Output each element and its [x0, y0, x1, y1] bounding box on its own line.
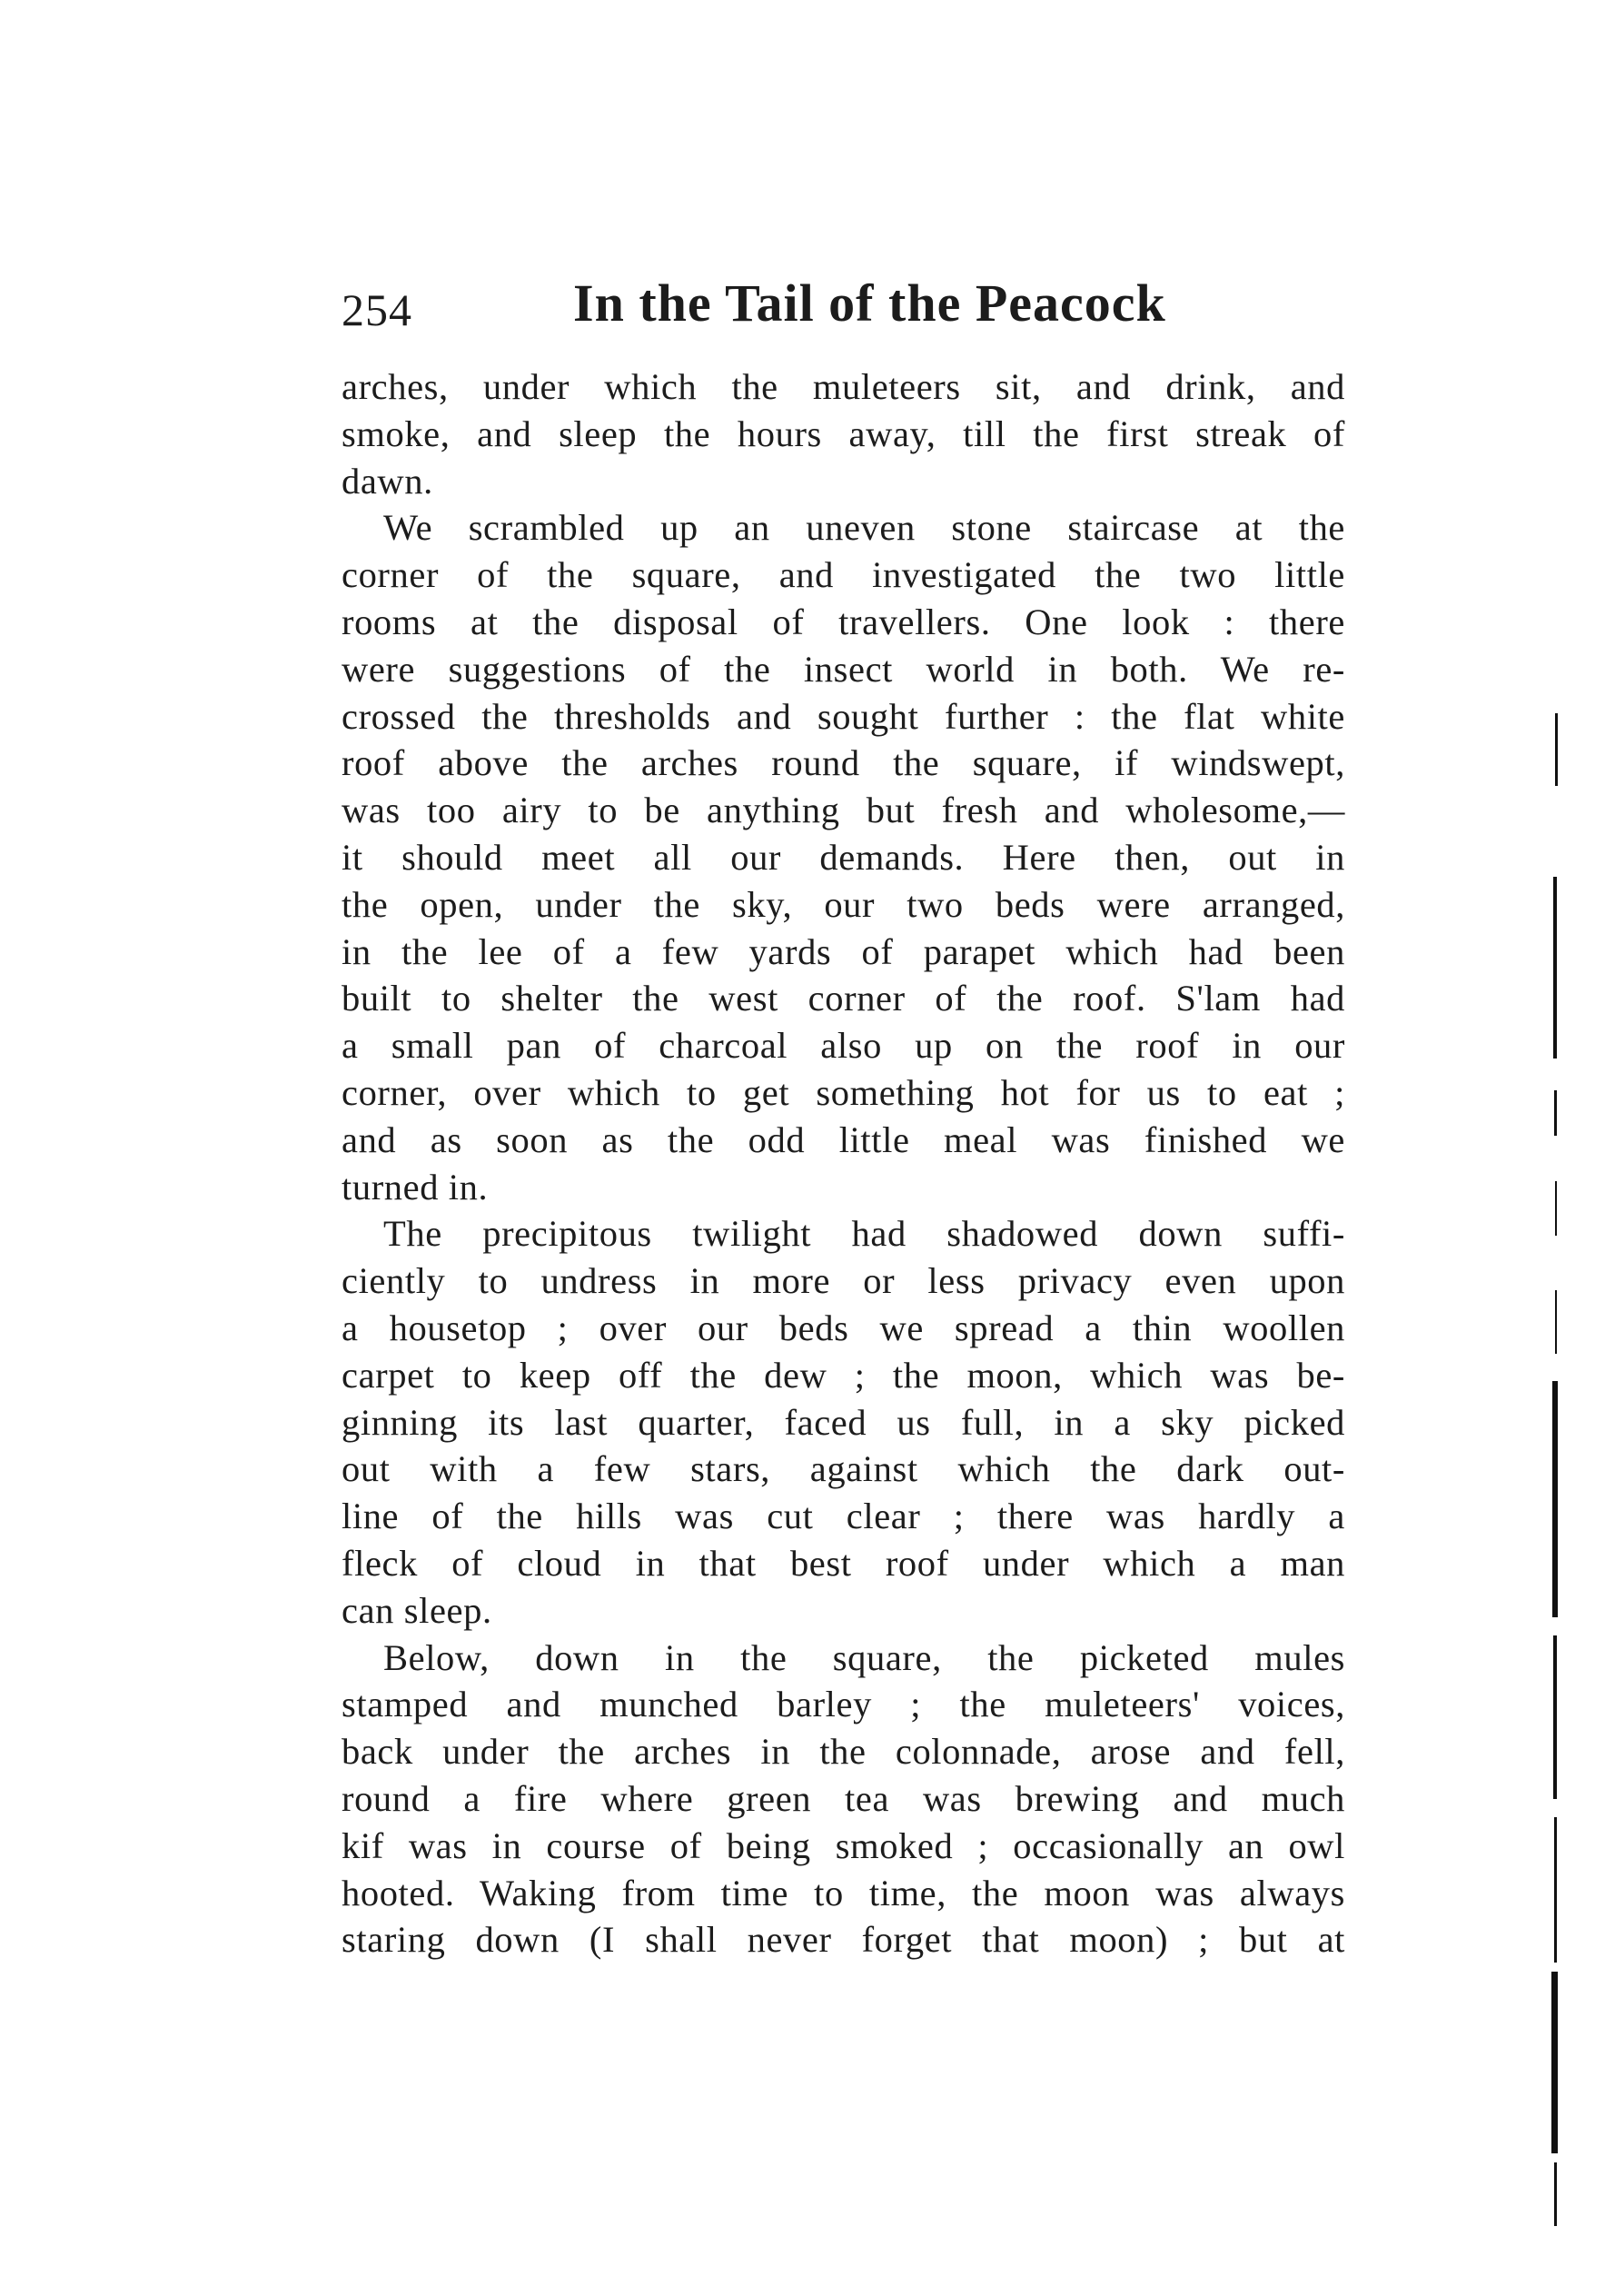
text-line: corner of the square, and investigated the two little: [342, 554, 1345, 596]
text-line: built to shelter the west corner of the roof. S'lam had: [342, 978, 1345, 1019]
text-line: can sleep.: [342, 1589, 492, 1631]
text-line: roof above the arches round the square, if windswept,: [342, 742, 1345, 784]
text-line: stamped and munched barley ; the muleteers' voices,: [342, 1684, 1345, 1725]
text-line: the open, under the sky, our two beds were arranged,: [342, 883, 1345, 925]
text-line: dawn.: [342, 460, 433, 502]
page-number: 254: [342, 284, 412, 335]
text-line: and as soon as the odd little meal was finished we: [342, 1118, 1345, 1160]
text-line: staring down (I shall never forget that moon) ; but at: [342, 1919, 1345, 1961]
text-line: round a fire where green tea was brewing and much: [342, 1777, 1345, 1819]
scan-edge-mark: [1554, 2162, 1557, 2226]
text-line: corner, over which to get something hot for us to eat ;: [342, 1071, 1345, 1113]
text-line: arches, under which the muleteers sit, and drink, and: [342, 366, 1345, 407]
text-line: were suggestions of the insect world in both. We re-: [342, 648, 1345, 690]
text-line: ciently to undress in more or less privacy even upon: [342, 1260, 1345, 1302]
text-line: carpet to keep off the dew ; the moon, which was be-: [342, 1354, 1345, 1396]
page-header: [342, 273, 1386, 345]
text-line: Below, down in the square, the picketed mules: [383, 1636, 1345, 1678]
text-line: a small pan of charcoal also up on the roof in our: [342, 1025, 1345, 1067]
scan-edge-mark: [1554, 1090, 1557, 1136]
text-line: back under the arches in the colonnade, arose and fell,: [342, 1731, 1345, 1773]
text-line: The precipitous twilight had shadowed down suffi-: [383, 1213, 1345, 1255]
scan-edge-mark: [1555, 1290, 1557, 1354]
text-line: a housetop ; over our beds we spread a thin woollen: [342, 1307, 1345, 1348]
scan-edge-mark: [1555, 713, 1558, 786]
text-line: out with a few stars, against which the dark out-: [342, 1448, 1345, 1490]
text-line: crossed the thresholds and sought further : the flat white: [342, 695, 1345, 737]
text-line: rooms at the disposal of travellers. One look : there: [342, 601, 1345, 642]
text-line: was too airy to be anything but fresh and wholesome,—: [342, 790, 1345, 831]
scan-edge-mark: [1553, 877, 1557, 1059]
scan-edge-mark: [1551, 1972, 1558, 2153]
running-title: In the Tail of the Peacock: [573, 273, 1166, 333]
text-line: We scrambled up an uneven stone staircase at the: [383, 507, 1345, 549]
text-line: line of the hills was cut clear ; there was hardly a: [342, 1496, 1345, 1537]
scan-edge-mark: [1553, 1635, 1557, 1799]
scan-edge-mark: [1554, 1817, 1557, 1963]
body-text: [342, 363, 1345, 1963]
text-line: smoke, and sleep the hours away, till the first streak of: [342, 412, 1345, 454]
text-line: ginning its last quarter, faced us full, in a sky picked: [342, 1401, 1345, 1443]
text-line: it should meet all our demands. Here then, out in: [342, 836, 1345, 878]
text-line: in the lee of a few yards of parapet which had been: [342, 930, 1345, 972]
text-line: fleck of cloud in that best roof under which a man: [342, 1542, 1345, 1584]
scan-edge-mark: [1552, 1381, 1558, 1617]
text-line: hooted. Waking from time to time, the moon was always: [342, 1872, 1345, 1913]
text-line: turned in.: [342, 1166, 489, 1208]
scan-edge-mark: [1555, 1181, 1557, 1236]
text-line: kif was in course of being smoked ; occasionally an owl: [342, 1824, 1345, 1866]
